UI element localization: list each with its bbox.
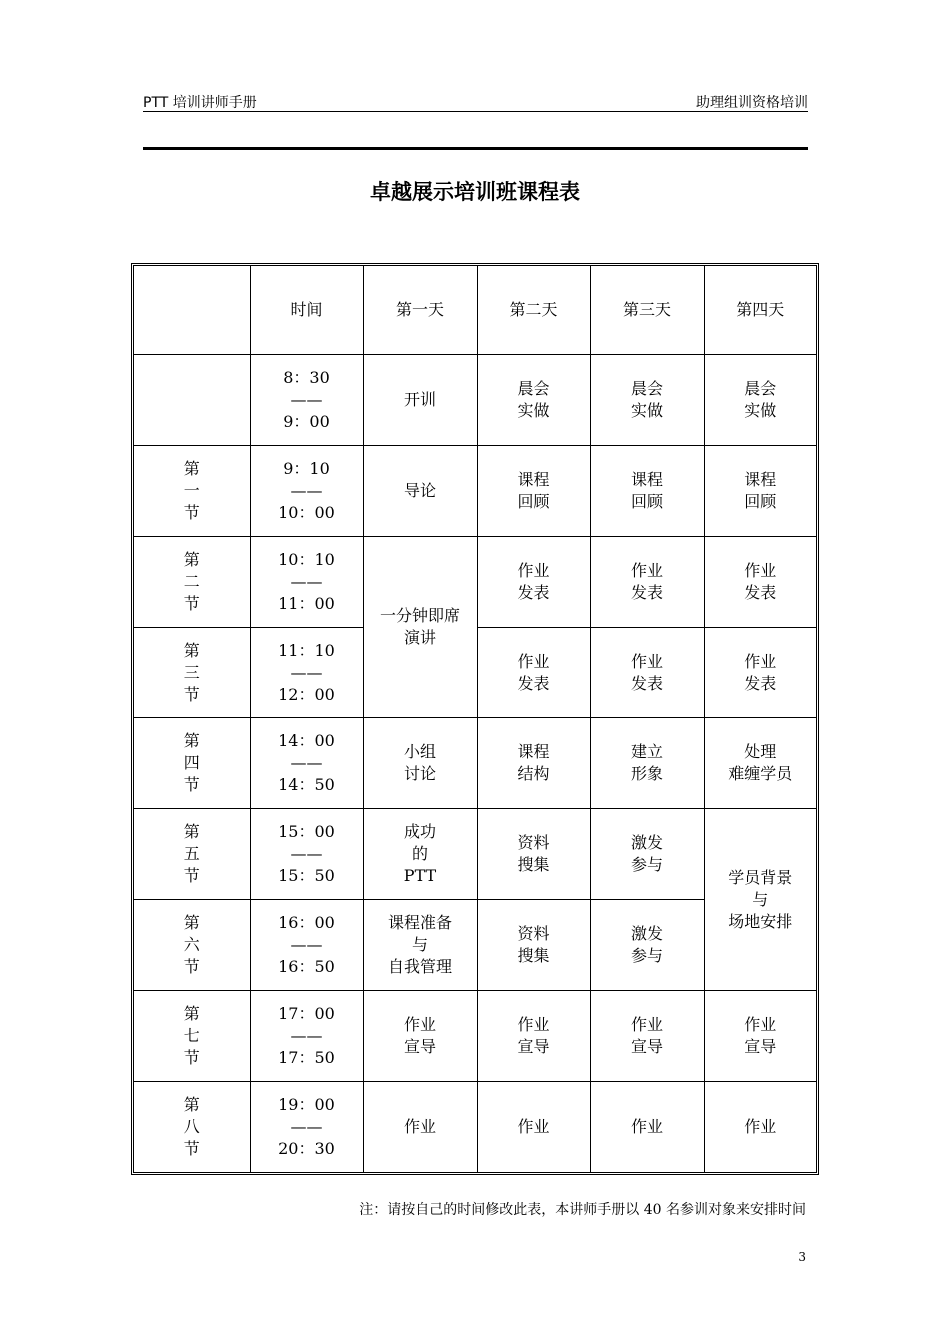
- day1-cell: 开训: [363, 354, 477, 445]
- time-cell: 9：10 —— 10：00: [250, 445, 363, 536]
- day2-cell: 资料 搜集: [477, 809, 590, 900]
- table-row: [134, 718, 816, 809]
- header-cell-day2: 第二天: [477, 266, 590, 354]
- day3-cell: 晨会 实做: [590, 354, 704, 445]
- header-cell-time: 时间: [250, 266, 363, 354]
- page-title: 卓越展示培训班课程表: [370, 180, 580, 204]
- day1-cell: 小组 讨论: [363, 718, 477, 809]
- time-cell: 17：00 —— 17：50: [250, 991, 363, 1082]
- header-cell-day3: 第三天: [590, 266, 704, 354]
- day1-cell-merged: 一分钟即席 演讲: [363, 536, 477, 718]
- page-number: 3: [798, 1250, 806, 1264]
- table-row: [134, 445, 816, 536]
- table-row: [134, 354, 816, 445]
- day4-cell: 作业: [704, 1082, 816, 1172]
- header-cell-day1: 第一天: [363, 266, 477, 354]
- time-cell: 14：00 —— 14：50: [250, 718, 363, 809]
- footnote: 注：请按自己的时间修改此表，本讲师手册以 40 名参训对象来安排时间: [359, 1202, 806, 1218]
- day3-cell: 激发 参与: [590, 809, 704, 900]
- day2-cell: 作业 发表: [477, 536, 590, 627]
- day2-cell: 资料 搜集: [477, 900, 590, 991]
- day2-cell: 作业 宣导: [477, 991, 590, 1082]
- day3-cell: 作业 宣导: [590, 991, 704, 1082]
- header-left-title: PTT 培训讲师手册: [143, 95, 257, 111]
- day4-cell: 作业 宣导: [704, 991, 816, 1082]
- day3-cell: 作业: [590, 1082, 704, 1172]
- session-cell: 第 二 节: [134, 536, 250, 627]
- day1-cell: 作业 宣导: [363, 991, 477, 1082]
- header-thick-rule: [143, 147, 808, 150]
- day4-cell: 晨会 实做: [704, 354, 816, 445]
- header-cell-day4: 第四天: [704, 266, 816, 354]
- day1-cell: 成功 的 PTT: [363, 809, 477, 900]
- day4-cell: 作业 发表: [704, 536, 816, 627]
- day4-cell: 处理 难缠学员: [704, 718, 816, 809]
- day1-cell: 导论: [363, 445, 477, 536]
- table-row: [134, 1082, 816, 1172]
- session-cell: 第 六 节: [134, 900, 250, 991]
- session-cell: 第 七 节: [134, 991, 250, 1082]
- day4-cell: 课程 回顾: [704, 445, 816, 536]
- day1-cell: 课程准备 与 自我管理: [363, 900, 477, 991]
- time-cell: 16：00 —— 16：50: [250, 900, 363, 991]
- session-cell: [134, 354, 250, 445]
- day3-cell: 作业 发表: [590, 627, 704, 718]
- header-rule: [143, 111, 808, 112]
- session-cell: 第 五 节: [134, 809, 250, 900]
- day3-cell: 激发 参与: [590, 900, 704, 991]
- day4-cell: 作业 发表: [704, 627, 816, 718]
- session-cell: 第 三 节: [134, 627, 250, 718]
- day4-cell-merged: 学员背景 与 场地安排: [704, 809, 816, 991]
- schedule-table: [134, 266, 816, 1172]
- header-right-title: 助理组训资格培训: [696, 95, 808, 111]
- day3-cell: 作业 发表: [590, 536, 704, 627]
- table-row: [134, 536, 816, 627]
- day2-cell: 课程 结构: [477, 718, 590, 809]
- time-cell: 10：10 —— 11：00: [250, 536, 363, 627]
- schedule-table-frame: [131, 263, 819, 1175]
- day2-cell: 晨会 实做: [477, 354, 590, 445]
- day2-cell: 课程 回顾: [477, 445, 590, 536]
- session-cell: 第 八 节: [134, 1082, 250, 1172]
- day2-cell: 作业 发表: [477, 627, 590, 718]
- day3-cell: 课程 回顾: [590, 445, 704, 536]
- day2-cell: 作业: [477, 1082, 590, 1172]
- header-cell-session: [134, 266, 250, 354]
- time-cell: 19：00 —— 20：30: [250, 1082, 363, 1172]
- time-cell: 11：10 —— 12：00: [250, 627, 363, 718]
- day1-cell: 作业: [363, 1082, 477, 1172]
- session-cell: 第 四 节: [134, 718, 250, 809]
- table-header-row: [134, 266, 816, 354]
- table-row: [134, 991, 816, 1082]
- day3-cell: 建立 形象: [590, 718, 704, 809]
- time-cell: 8：30 —— 9：00: [250, 354, 363, 445]
- table-row: [134, 809, 816, 900]
- session-cell: 第 一 节: [134, 445, 250, 536]
- time-cell: 15：00 —— 15：50: [250, 809, 363, 900]
